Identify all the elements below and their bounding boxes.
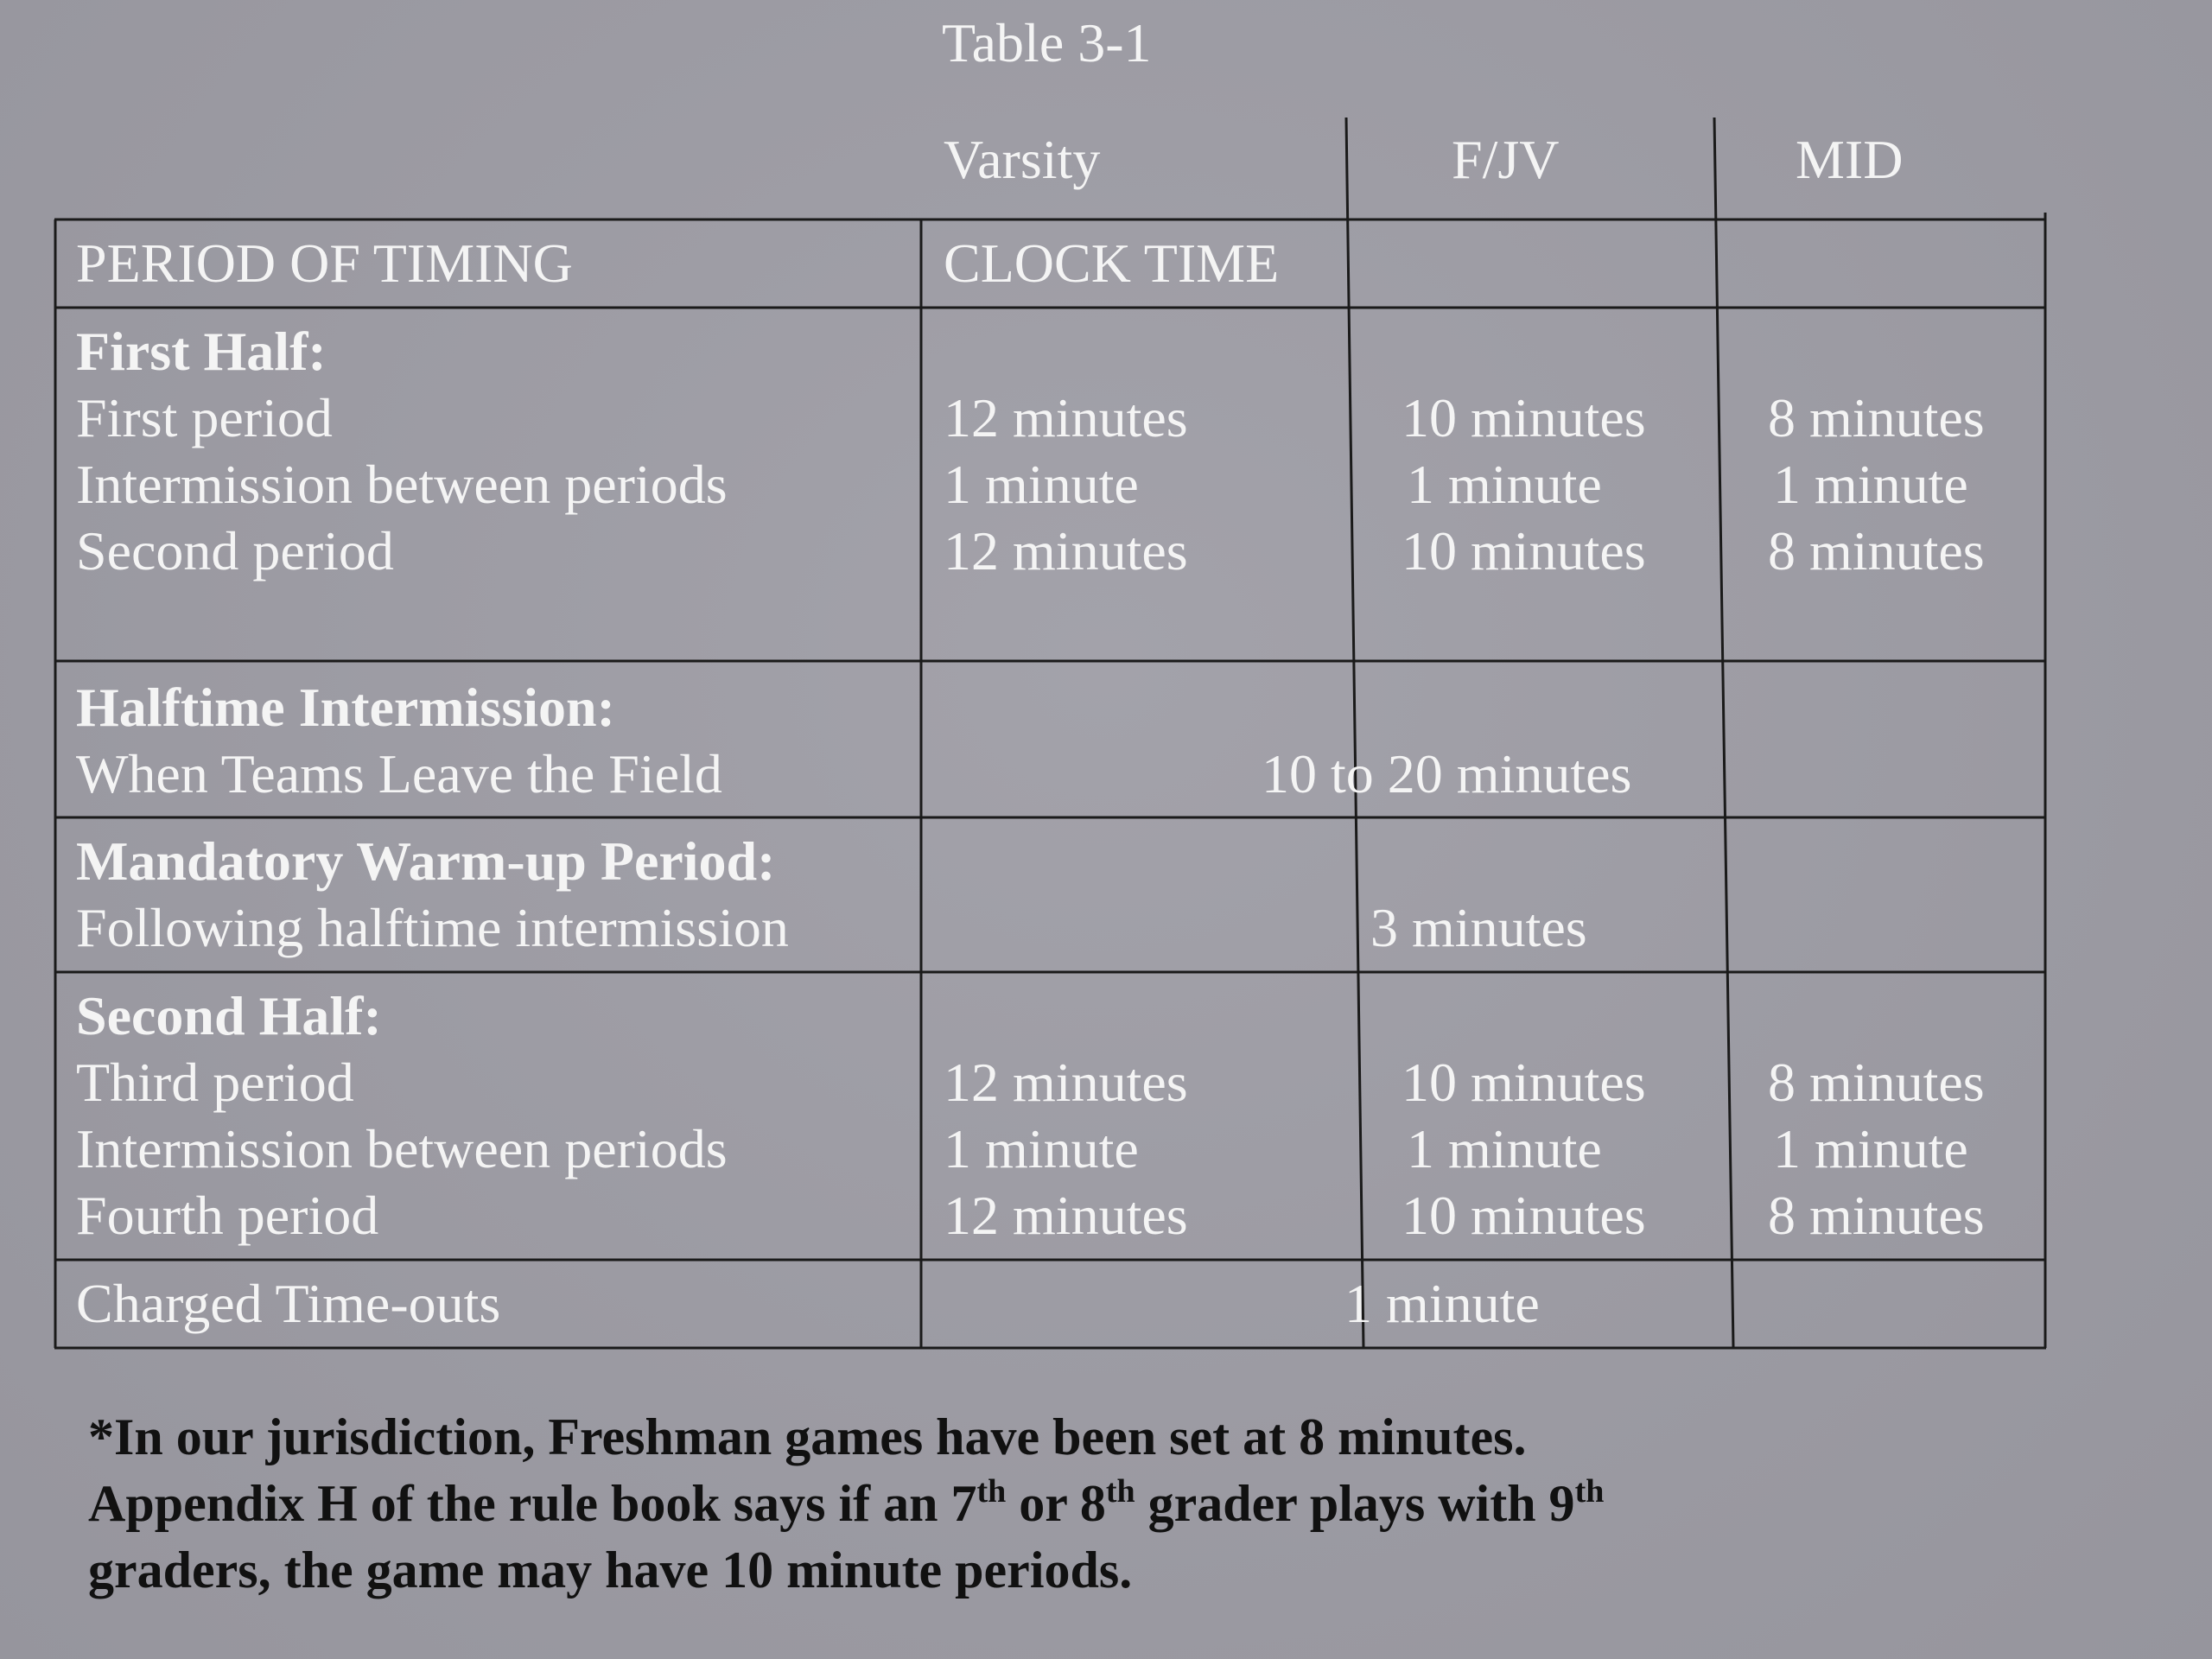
second-half-label-1: Third period: [76, 1052, 354, 1113]
second-half-mid: [1768, 1049, 1985, 1249]
first-half-fjv-2: 1 minute: [1407, 454, 1602, 515]
second-half-mid-1: 8 minutes: [1768, 1052, 1985, 1113]
first-half-mid-2: 1 minute: [1773, 454, 1968, 515]
second-half-fjv: [1402, 1049, 1646, 1249]
first-half-fjv-1: 10 minutes: [1402, 387, 1646, 448]
halftime-heading: Halftime Intermission:: [76, 677, 615, 738]
first-half-varsity-1: 12 minutes: [944, 387, 1188, 448]
footnote-line-1: *In our jurisdiction, Freshman games have been set at 8 minutes.: [88, 1408, 1527, 1465]
first-half-label-1: First period: [76, 387, 333, 448]
first-half-varsity: [944, 385, 1188, 584]
first-half-fjv: [1402, 385, 1646, 584]
footnote-line-3: graders, the game may have 10 minute periods.: [88, 1541, 1133, 1599]
halftime-value: 10 to 20 minutes: [1262, 743, 1632, 804]
warmup-value: 3 minutes: [1370, 897, 1587, 958]
second-half-fjv-2: 1 minute: [1407, 1118, 1602, 1179]
table-title: Table 3-1: [942, 12, 1152, 73]
footnote-line-2-part-a: Appendix H of the rule book says if an 7: [88, 1475, 977, 1532]
second-half-varsity-3: 12 minutes: [944, 1185, 1188, 1246]
second-half-fjv-3: 10 minutes: [1402, 1185, 1646, 1246]
footnote-line-2-part-b: or 8: [1006, 1475, 1106, 1532]
second-half-labels: [76, 982, 728, 1249]
grid-line-col-mid: [1714, 118, 1733, 1348]
header-clock-time: CLOCK TIME: [944, 232, 1280, 294]
header-period-of-timing: PERIOD OF TIMING: [76, 232, 573, 294]
second-half-label-3: Fourth period: [76, 1185, 379, 1246]
second-half-mid-3: 8 minutes: [1768, 1185, 1985, 1246]
warmup-labels: [76, 828, 789, 961]
footnote-sup-1: th: [976, 1473, 1007, 1510]
second-half-varsity: [944, 1049, 1188, 1249]
timeouts-value: 1 minute: [1344, 1273, 1540, 1334]
column-header-mid: MID: [1796, 129, 1904, 190]
second-half-mid-2: 1 minute: [1773, 1118, 1968, 1179]
warmup-heading: Mandatory Warm-up Period:: [76, 830, 776, 892]
footnote-line-2: [88, 1471, 1604, 1537]
first-half-label-3: Second period: [76, 520, 394, 582]
first-half-mid-3: 8 minutes: [1768, 520, 1985, 582]
first-half-heading: First Half:: [76, 321, 327, 382]
second-half-varsity-1: 12 minutes: [944, 1052, 1188, 1113]
first-half-varsity-2: 1 minute: [944, 454, 1139, 515]
halftime-labels: [76, 674, 722, 807]
grid-line-col-fjv: [1346, 118, 1363, 1348]
footnote-line-2-part-c: grader plays with 9: [1135, 1475, 1575, 1532]
first-half-fjv-3: 10 minutes: [1402, 520, 1646, 582]
first-half-mid: [1768, 385, 1985, 584]
first-half-label-2: Intermission between periods: [76, 454, 728, 515]
timeouts-label: Charged Time-outs: [76, 1273, 501, 1334]
first-half-mid-1: 8 minutes: [1768, 387, 1985, 448]
warmup-label: Following halftime intermission: [76, 897, 789, 958]
second-half-varsity-2: 1 minute: [944, 1118, 1139, 1179]
halftime-label: When Teams Leave the Field: [76, 743, 722, 804]
second-half-heading: Second Half:: [76, 985, 382, 1046]
footnote: [88, 1404, 1604, 1604]
footnote-sup-3: th: [1574, 1473, 1605, 1510]
footnote-sup-2: th: [1105, 1473, 1135, 1510]
column-header-varsity: Varsity: [944, 129, 1101, 190]
second-half-label-2: Intermission between periods: [76, 1118, 728, 1179]
first-half-labels: [76, 318, 728, 584]
second-half-fjv-1: 10 minutes: [1402, 1052, 1646, 1113]
column-header-fjv: F/JV: [1452, 129, 1560, 190]
first-half-varsity-3: 12 minutes: [944, 520, 1188, 582]
